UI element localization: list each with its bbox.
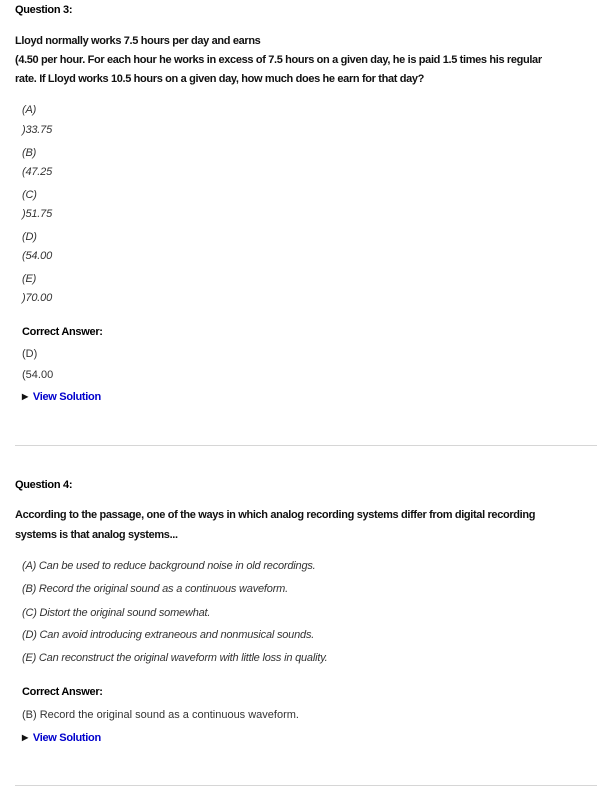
- question-text-line: (4.50 per hour. For each hour he works in excess of 7.5 hours on a given day, he is paid 1.5 times his regular: [15, 54, 542, 66]
- view-solution-toggle[interactable]: [22, 390, 101, 405]
- question-title: Question 3:: [15, 4, 73, 16]
- correct-answer-text: (D): [22, 348, 38, 360]
- correct-answer-text: (54.00: [22, 369, 54, 381]
- option[interactable]: (C) Distort the original sound somewhat.: [22, 607, 211, 619]
- option-value[interactable]: )70.00: [22, 292, 52, 304]
- correct-answer-label: Correct Answer:: [22, 326, 103, 338]
- question-text-line: Lloyd normally works 7.5 hours per day and earns: [15, 35, 261, 47]
- option-value[interactable]: (54.00: [22, 250, 52, 262]
- option[interactable]: (D) Can avoid introducing extraneous and nonmusical sounds.: [22, 629, 315, 641]
- divider: [15, 445, 597, 446]
- option[interactable]: (E) Can reconstruct the original waveform with little loss in quality.: [22, 652, 328, 664]
- question-text-line: rate. If Lloyd works 10.5 hours on a given day, how much does he earn for that day?: [15, 73, 425, 85]
- option-value[interactable]: )33.75: [22, 124, 52, 136]
- option-letter[interactable]: (B): [22, 147, 37, 159]
- disclosure-triangle-icon: ▶: [22, 392, 28, 401]
- view-solution-label: View Solution: [32, 732, 101, 744]
- question-title: Question 4:: [15, 479, 73, 491]
- view-solution-label: View Solution: [32, 391, 101, 403]
- option-value[interactable]: (47.25: [22, 166, 52, 178]
- option-letter[interactable]: (A): [22, 104, 37, 116]
- option-letter[interactable]: (C): [22, 189, 37, 201]
- view-solution-toggle[interactable]: [22, 731, 101, 746]
- option-letter[interactable]: (E): [22, 273, 37, 285]
- option[interactable]: (B) Record the original sound as a continuous waveform.: [22, 583, 288, 595]
- divider: [15, 785, 597, 786]
- option-letter[interactable]: (D): [22, 231, 37, 243]
- disclosure-triangle-icon: ▶: [22, 733, 28, 742]
- option-value[interactable]: )51.75: [22, 208, 52, 220]
- option[interactable]: (A) Can be used to reduce background noise in old recordings.: [22, 560, 316, 572]
- correct-answer-text: (B) Record the original sound as a continuous waveform.: [22, 709, 299, 721]
- question-text-line: systems is that analog systems...: [15, 529, 178, 541]
- correct-answer-label: Correct Answer:: [22, 686, 103, 698]
- question-text-line: According to the passage, one of the ways in which analog recording systems differ from digital recording: [15, 509, 536, 521]
